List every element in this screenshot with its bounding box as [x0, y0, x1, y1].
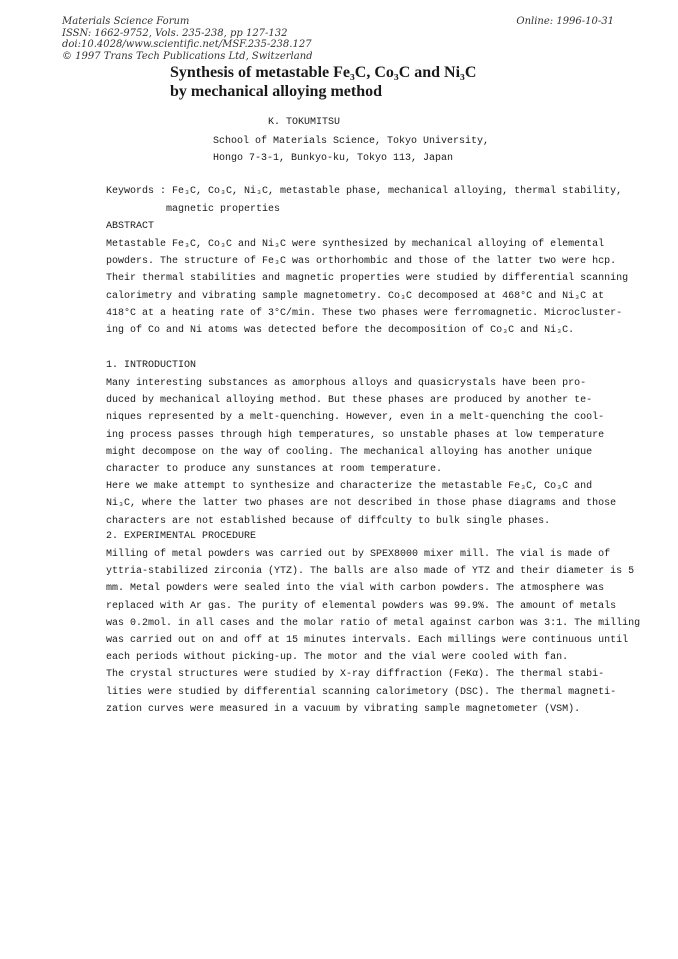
experimental-line: The crystal structures were studied by X-ray diffraction (FeKα). The thermal stabi-	[106, 669, 605, 681]
introduction-line: duced by mechanical alloying method. But these phases are produced by another te-	[106, 395, 593, 407]
keywords-line-1: Keywords : Fe₃C, Co₃C, Ni₃C, metastable phase, mechanical alloying, thermal stability,	[106, 186, 623, 197]
experimental-line: each periods without picking-up. The motor and the vial were cooled with fan.	[106, 652, 569, 664]
experimental-line: Milling of metal powders was carried out by SPEX8000 mixer mill. The vial is made of	[106, 549, 611, 560]
publication-header	[62, 16, 313, 62]
experimental-line: was carried out on and off at 15 minutes intervals. Each millings were continuous until	[106, 634, 629, 646]
introduction-line: Here we make attempt to synthesize and characterize the metastable Fe₃C, Co₃C and	[106, 481, 593, 493]
abstract-line: powders. The structure of Fe₃C was orthorhombic and those of the latter two were hcp.	[106, 256, 617, 268]
experimental-line: zation curves were measured in a vacuum by vibrating sample magnetometer (VSM).	[106, 703, 581, 715]
introduction-line: might decompose on the way of cooling. The mechanical alloying has another unique	[106, 446, 593, 458]
experimental-heading: 2. EXPERIMENTAL PROCEDURE	[106, 531, 257, 542]
introduction-line: Ni₃C, where the latter two phases are not described in those phase diagrams and those	[106, 498, 617, 510]
title-line-2: by mechanical alloying method	[170, 83, 383, 100]
copyright-line: © 1997 Trans Tech Publications Ltd, Switzerland	[62, 50, 313, 62]
abstract-line: ing of Co and Ni atoms was detected before the decomposition of Co₃C and Ni₃C.	[106, 324, 575, 336]
issn-line: ISSN: 1662-9752, Vols. 235-238, pp 127-132	[62, 27, 288, 39]
abstract-heading: ABSTRACT	[106, 221, 155, 232]
introduction-line: character to produce any sunstances at room temperature.	[106, 463, 443, 475]
introduction-heading: 1. INTRODUCTION	[106, 360, 197, 371]
abstract-body	[106, 236, 629, 339]
paper-title	[170, 63, 476, 101]
abstract-line: Metastable Fe₃C, Co₃C and Ni₃C were synthesized by mechanical alloying of elemental	[106, 239, 605, 250]
experimental-line: was 0.2mol. in all cases and the molar ratio of metal against carbon was 3:1. The milling	[106, 617, 641, 629]
experimental-line: yttria-stabilized zirconia (YTZ). The balls are also made of YTZ and their diameter is 5	[106, 566, 635, 578]
keywords-line-2: magnetic properties	[166, 204, 281, 215]
experimental-line: replaced with Ar gas. The purity of elemental powders was 99.9%. The amount of metals	[106, 600, 617, 612]
abstract-line: 418°C at a heating rate of 3°C/min. These two phases were ferromagnetic. Microcluster-	[106, 307, 623, 319]
introduction-body	[106, 375, 617, 530]
introduction-line: ing process passes through high temperatures, so unstable phases at low temperature	[106, 429, 605, 441]
affiliation-line-2: Hongo 7-3-1, Bunkyo-ku, Tokyo 113, Japan	[213, 153, 454, 164]
experimental-line: lities were studied by differential scanning calorimetory (DSC). The thermal magneti-	[106, 686, 617, 698]
introduction-line: Many interesting substances as amorphous alloys and quasicrystals have been pro-	[106, 378, 587, 389]
introduction-line: niques represented by a melt-quenching. However, even in a melt-quenching the cool-	[106, 412, 605, 424]
doi-line: doi:10.4028/www.scientific.net/MSF.235-238.127	[62, 39, 312, 50]
experimental-body	[106, 546, 641, 718]
introduction-line: characters are not established because of diffculty to bulk single phases.	[106, 515, 551, 527]
experimental-line: mm. Metal powders were sealed into the vial with carbon powders. The atmosphere was	[106, 583, 605, 595]
journal-name: Materials Science Forum	[62, 16, 190, 27]
affiliation-line-1: School of Materials Science, Tokyo University,	[213, 136, 490, 147]
author-name: K. TOKUMITSU	[268, 117, 341, 128]
abstract-line: calorimetry and vibrating sample magnetometry. Co₃C decomposed at 468°C and Ni₃C at	[106, 290, 605, 302]
title-line-1: Synthesis of metastable Fe₃C, Co₃C and Ni₃C	[170, 64, 477, 81]
abstract-line: Their thermal stabilities and magnetic properties were studied by differential scanning	[106, 273, 629, 285]
online-date: Online: 1996-10-31	[516, 16, 614, 27]
